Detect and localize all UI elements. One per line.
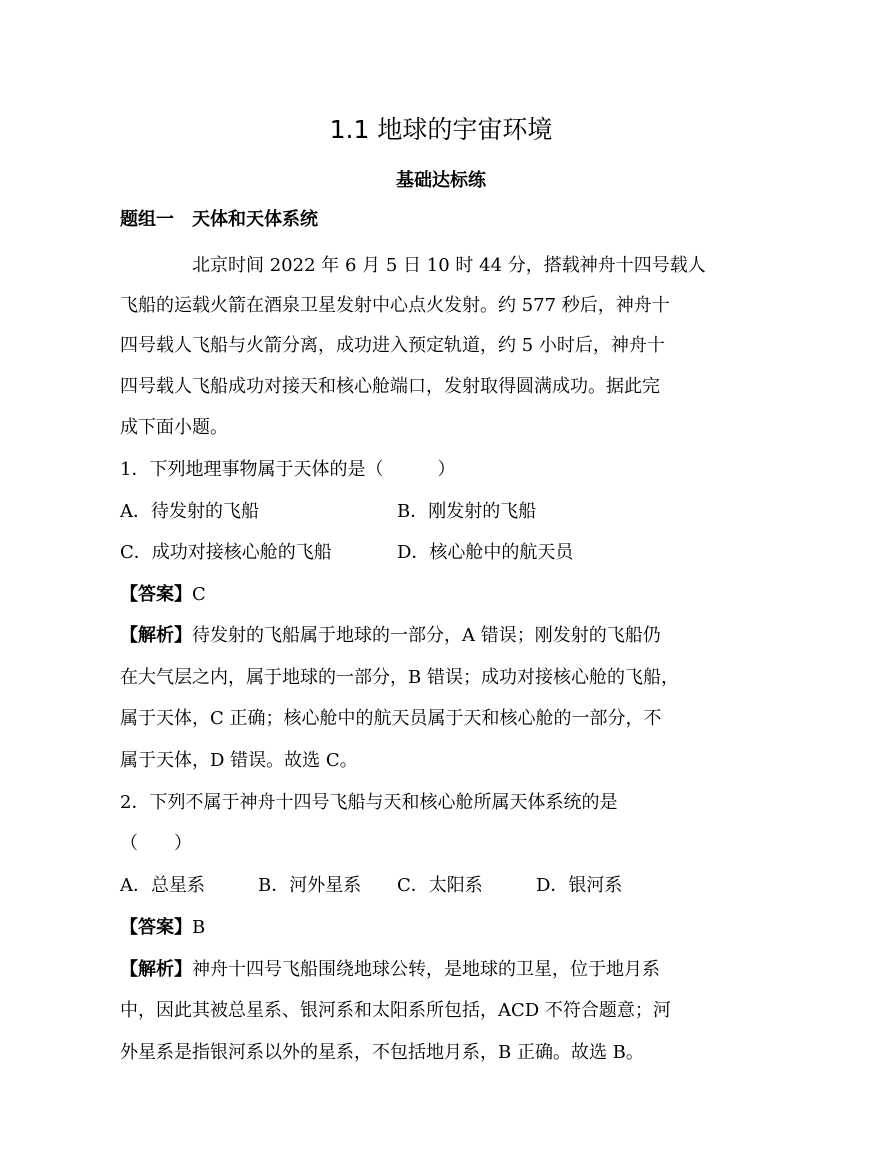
answer-value: B (192, 917, 206, 938)
question-1-option-b: B．刚发射的飞船 (397, 501, 537, 522)
question-2-option-b: B．河外星系 (258, 875, 362, 896)
question-2-option-a: A．总星系 (120, 875, 205, 896)
question-1-option-d: D．核心舱中的航天员 (397, 542, 574, 563)
question-2-option-c: C．太阳系 (397, 875, 483, 896)
passage-line-3: 四号载人飞船与火箭分离，成功进入预定轨道，约 5 小时后，神舟十 (120, 335, 665, 356)
passage-line-2: 飞船的运载火箭在酒泉卫星发射中心点火发射。约 577 秒后，神舟十 (120, 295, 670, 316)
question-1-analysis-line-2: 在大气层之内，属于地球的一部分，B 错误；成功对接核心舱的飞船， (120, 667, 679, 688)
analysis-tag: 【解析】 (120, 959, 192, 980)
analysis-tag: 【解析】 (120, 625, 192, 646)
question-2-answer-blank: （ ） (120, 833, 192, 854)
passage-line-1: 北京时间 2022 年 6 月 5 日 10 时 44 分，搭载神舟十四号载人 (192, 255, 706, 276)
question-2-answer (120, 913, 205, 943)
question-2-option-d: D．银河系 (536, 875, 623, 896)
question-1-analysis-line-3: 属于天体，C 正确；核心舱中的航天员属于天和核心舱的一部分，不 (120, 708, 662, 729)
question-1-option-c: C．成功对接核心舱的飞船 (120, 542, 332, 563)
analysis-text: 待发射的飞船属于地球的一部分，A 错误；刚发射的飞船仍 (192, 625, 661, 646)
question-1-analysis-line-4: 属于天体，D 错误。故选 C。 (120, 750, 358, 771)
question-2-analysis-line-3: 外星系是指银河系以外的星系，不包括地月系，B 正确。故选 B。 (120, 1042, 644, 1063)
document-title: 1.1 地球的宇宙环境 (329, 115, 553, 144)
answer-value: C (192, 584, 206, 605)
question-2-stem: 2．下列不属于神舟十四号飞船与天和核心舱所属天体系统的是 (120, 792, 618, 813)
question-group-heading: 题组一 天体和天体系统 (120, 209, 318, 230)
question-1-answer (120, 580, 206, 610)
analysis-text: 神舟十四号飞船围绕地球公转，是地球的卫星，位于地月系 (192, 959, 660, 980)
question-2-analysis-line-2: 中，因此其被总星系、银河系和太阳系所包括，ACD 不符合题意；河 (120, 1000, 671, 1021)
passage-line-5: 成下面小题。 (120, 417, 228, 438)
question-2-analysis-line-1 (120, 955, 660, 985)
question-1-analysis-line-1 (120, 621, 661, 651)
answer-tag: 【答案】 (120, 917, 192, 938)
answer-tag: 【答案】 (120, 584, 192, 605)
question-1-option-a: A．待发射的飞船 (120, 501, 259, 522)
section-subtitle: 基础达标练 (396, 170, 486, 191)
question-1-stem: 1．下列地理事物属于天体的是（ ） (120, 459, 456, 480)
passage-line-4: 四号载人飞船成功对接天和核心舱端口，发射取得圆满成功。据此完 (120, 376, 660, 397)
